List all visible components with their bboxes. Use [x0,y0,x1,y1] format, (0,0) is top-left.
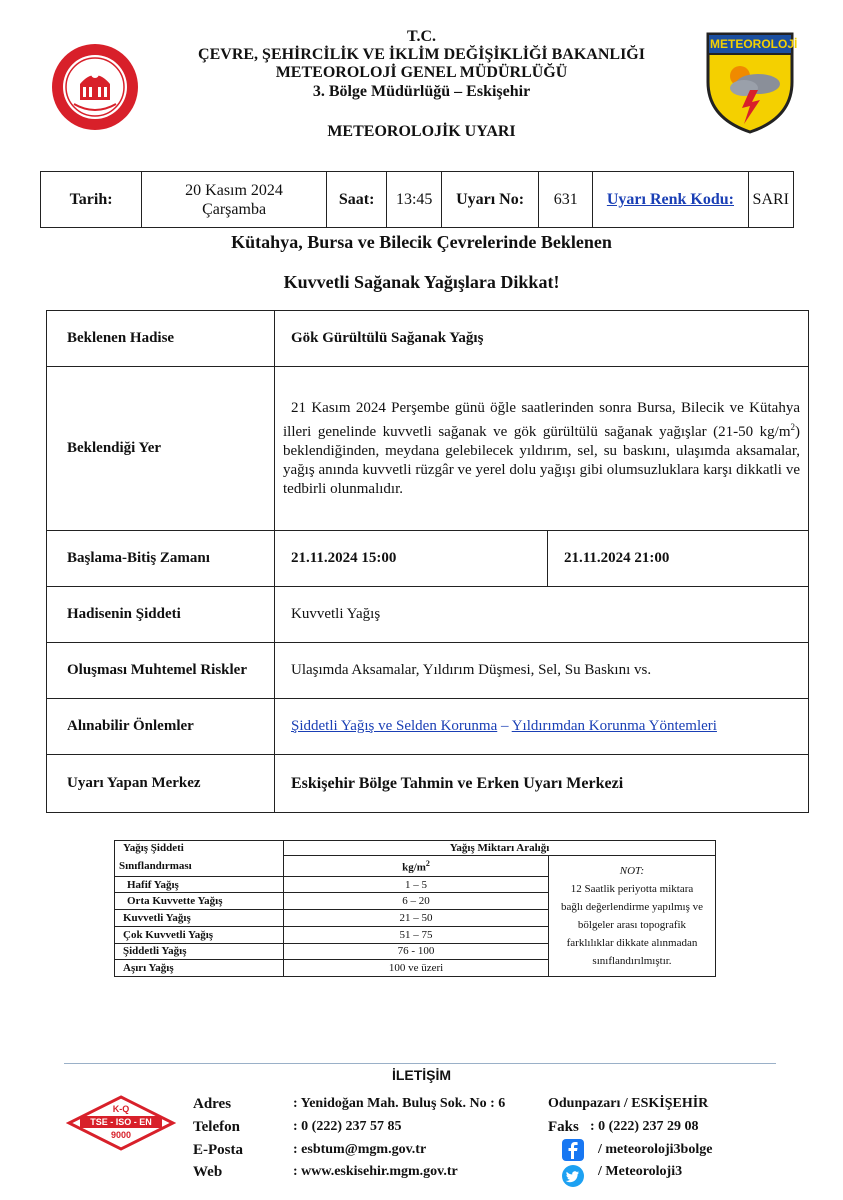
center-value: Eskişehir Bölge Tahmin ve Erken Uyarı Merkezi [275,755,809,813]
severity-value: Kuvvetli Yağış [275,587,809,643]
date-label: Tarih: [41,172,142,228]
facebook-handle[interactable]: / meteoroloji3bolge [598,1142,713,1157]
risks-label: Oluşması Muhtemel Riskler [47,643,275,699]
unit-cell [284,856,549,877]
color-code-link[interactable]: Uyarı Renk Kodu: [606,190,734,208]
address-value: : Yenidoğan Mah. Buluş Sok. No : 6 [293,1096,506,1111]
email-label: E-Posta [193,1142,243,1158]
header-line-directorate: METEOROLOJİ GENEL MÜDÜRLÜĞÜ [275,64,568,81]
lightning-protection-link[interactable]: Yıldırımdan Korunma Yöntemleri [511,718,717,734]
place-text-part-2: ) beklendiğinden, meydana gelebilecek yıldırım, sel, su baskını, ulaşımda aksamalar, yağış anında kuvvetli rüzgâr ve yerel dolu yağışı gibi olumsuzluklara karşı dikkatli ve tedbirli olunmalıdır. [283,423,800,497]
tse-iso-certification-logo [66,1094,176,1152]
contact-divider [64,1063,776,1064]
class-header-2: Sınıflandırması [115,856,284,877]
meteoroloji-logo-text: METEOROLOJİ [710,37,798,51]
class-header-1: Yağış Şiddeti [115,841,284,856]
end-time-value: 21.11.2024 21:00 [548,531,809,587]
measures-cell [275,699,809,755]
class-range: 21 – 50 [284,910,549,927]
class-range: 76 - 100 [284,943,549,960]
time-label: Saat: [326,172,386,228]
flood-protection-link[interactable]: Şiddetli Yağış ve Selden Korunma [291,718,498,734]
contact-title: İLETİŞİM [391,1067,452,1083]
note-title: NOT: [619,865,645,877]
place-text-part-1: 21 Kasım 2024 Perşembe günü öğle saatlerinden sonra Bursa, Bilecik ve Kütahya illeri genelinde kuvvetli sağanak ve gök gürültülü sağanak yağışlar (21-50 kg/m [283,399,800,440]
measures-separator: – [501,718,509,734]
day-value: Çarşamba [202,200,267,218]
class-name: Kuvvetli Yağış [115,910,284,927]
headline-line-1: Kütahya, Bursa ve Bilecik Çevrelerinde Beklenen [231,232,612,252]
web-label: Web [193,1164,223,1180]
unit-base: kg/m [402,861,426,874]
twitter-icon[interactable] [562,1165,584,1187]
phone-value: : 0 (222) 237 57 85 [293,1119,402,1134]
place-text-sup: 2 [790,421,795,432]
note-cell [549,856,716,977]
place-label: Beklendiği Yer [47,367,275,531]
class-name: Şiddetli Yağış [115,943,284,960]
cert-line-1: K-Q [112,1104,130,1114]
warning-no-label: Uyarı No: [441,172,538,228]
phone-label: Telefon [193,1119,240,1135]
cert-line-2: TSE - ISO - EN [80,1116,162,1128]
color-code-value: SARI [748,172,793,228]
warning-info-table [40,171,794,228]
event-value: Gök Gürültülü Sağanak Yağış [275,311,809,367]
warning-no-value: 631 [539,172,593,228]
date-value: 20 Kasım 2024 [185,181,283,199]
color-code-label-cell [593,172,748,228]
class-name: Orta Kuvvette Yağış [115,893,284,910]
start-time-value: 21.11.2024 15:00 [275,531,548,587]
note-text: 12 Saatlik periyotta miktara bağlı değerlendirme yapılmış ve bölgeler arası topografik farklılıklar dikkate alınmadan sınıflandırılmıştır. [560,883,704,967]
class-range: 1 – 5 [284,876,549,893]
measures-label: Alınabilir Önlemler [47,699,275,755]
time-range-label: Başlama-Bitiş Zamanı [47,531,275,587]
class-range: 6 – 20 [284,893,549,910]
class-range: 100 ve üzeri [284,960,549,977]
header-line-tc: T.C. [406,28,437,45]
precipitation-classification-table [114,840,716,977]
headline-line-2: Kuvvetli Sağanak Yağışlara Dikkat! [283,272,560,292]
warning-details-table [46,310,809,813]
amount-header: Yağış Miktarı Aralığı [284,841,716,856]
facebook-icon[interactable] [562,1139,584,1161]
class-name: Hafif Yağış [115,876,284,893]
address-value-2: Odunpazarı / ESKİŞEHİR [548,1096,709,1111]
risks-value: Ulaşımda Aksamalar, Yıldırım Düşmesi, Sel, Su Baskını vs. [275,643,809,699]
web-value[interactable]: : www.eskisehir.mgm.gov.tr [293,1164,458,1179]
center-label: Uyarı Yapan Merkez [47,755,275,813]
fax-label: Faks [548,1119,579,1135]
event-label: Beklenen Hadise [47,311,275,367]
email-value[interactable]: : esbtum@mgm.gov.tr [293,1142,427,1157]
severity-label: Hadisenin Şiddeti [47,587,275,643]
fax-value: : 0 (222) 237 29 08 [590,1119,699,1134]
class-range: 51 – 75 [284,926,549,943]
date-cell [142,172,327,228]
header-line-ministry: ÇEVRE, ŞEHİRCİLİK VE İKLİM DEĞİŞİKLİĞİ BAKANLIĞI [198,46,645,63]
unit-sup: 2 [425,859,430,869]
class-name: Çok Kuvvetli Yağış [115,926,284,943]
document-title: METEOROLOJİK UYARI [327,123,516,140]
twitter-handle[interactable]: / Meteoroloji3 [598,1164,683,1179]
cert-line-3: 9000 [110,1130,132,1140]
address-label: Adres [193,1096,232,1112]
place-text [275,367,809,531]
class-name: Aşırı Yağış [115,960,284,977]
time-value: 13:45 [387,172,442,228]
header-line-region: 3. Bölge Müdürlüğü – Eskişehir [312,83,531,100]
